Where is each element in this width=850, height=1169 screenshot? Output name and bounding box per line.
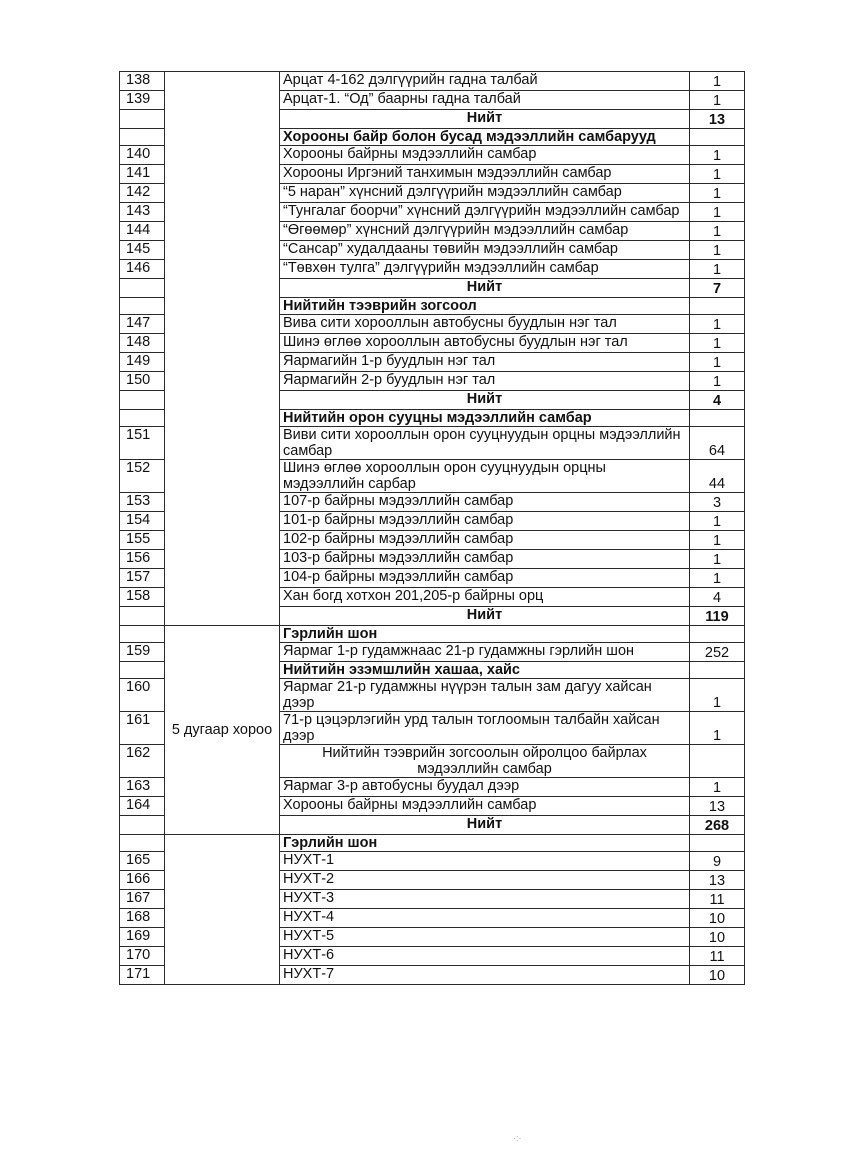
row-number: 139 xyxy=(120,91,165,110)
row-number: 164 xyxy=(120,797,165,816)
section-header: Нийтийн орон сууцны мэдээллийн самбар xyxy=(280,410,690,427)
row-quantity xyxy=(690,410,745,427)
row-quantity: 1 xyxy=(690,334,745,353)
row-description: 104-р байрны мэдээллийн самбар xyxy=(280,569,690,588)
total-label: Нийт xyxy=(280,279,690,298)
row-description: НУХТ-2 xyxy=(280,871,690,890)
row-number: 170 xyxy=(120,947,165,966)
row-quantity: 1 xyxy=(690,241,745,260)
row-number: 154 xyxy=(120,512,165,531)
row-quantity: 1 xyxy=(690,353,745,372)
row-description: Яармаг 21-р гудамжны нүүрэн талын зам дагуу хайсан дээр xyxy=(280,679,690,712)
row-description: НУХТ-5 xyxy=(280,928,690,947)
row-number: 145 xyxy=(120,241,165,260)
row-quantity: 3 xyxy=(690,493,745,512)
scan-artifact: ·:· xyxy=(513,1133,522,1143)
row-quantity: 1 xyxy=(690,184,745,203)
total-value: 7 xyxy=(690,279,745,298)
row-quantity: 10 xyxy=(690,928,745,947)
row-description: Арцат-1. “Од” баарны гадна талбай xyxy=(280,91,690,110)
row-quantity: 1 xyxy=(690,222,745,241)
row-number: 156 xyxy=(120,550,165,569)
row-quantity: 44 xyxy=(690,460,745,493)
row-description: Хан богд хотхон 201,205-р байрны орц xyxy=(280,588,690,607)
row-description: “Сансар” худалдааны төвийн мэдээллийн самбар xyxy=(280,241,690,260)
row-description: НУХТ-4 xyxy=(280,909,690,928)
row-number: 140 xyxy=(120,146,165,165)
row-quantity: 9 xyxy=(690,852,745,871)
row-description: НУХТ-6 xyxy=(280,947,690,966)
row-number: 157 xyxy=(120,569,165,588)
row-number: 138 xyxy=(120,72,165,91)
row-quantity: 4 xyxy=(690,588,745,607)
row-number xyxy=(120,110,165,129)
row-quantity: 1 xyxy=(690,315,745,334)
table-body xyxy=(120,72,745,985)
row-number: 168 xyxy=(120,909,165,928)
section-header: Гэрлийн шон xyxy=(280,835,690,852)
row-description: Яармагийн 1-р буудлын нэг тал xyxy=(280,353,690,372)
row-quantity: 10 xyxy=(690,966,745,985)
row-description: 71-р цэцэрлэгийн урд талын тоглоомын талбайн хайсан дээр xyxy=(280,712,690,745)
row-number: 151 xyxy=(120,427,165,460)
table-row xyxy=(120,72,745,91)
row-number xyxy=(120,410,165,427)
row-number: 167 xyxy=(120,890,165,909)
row-description: Хорооны байрны мэдээллийн самбар xyxy=(280,797,690,816)
khoroo-cell: 5 дугаар хороо xyxy=(165,626,280,835)
row-number: 163 xyxy=(120,778,165,797)
row-quantity: 11 xyxy=(690,947,745,966)
row-description: Яармаг 1-р гудамжнаас 21-р гудамжны гэрлийн шон xyxy=(280,643,690,662)
row-description: Хорооны Иргэний танхимын мэдээллийн самбар xyxy=(280,165,690,184)
row-description: Хорооны байрны мэдээллийн самбар xyxy=(280,146,690,165)
row-number xyxy=(120,391,165,410)
row-number xyxy=(120,816,165,835)
row-quantity: 1 xyxy=(690,569,745,588)
row-description: Виви сити хорооллын орон сууцнуудын орцны мэдээллийн самбар xyxy=(280,427,690,460)
khoroo-cell xyxy=(165,72,280,626)
row-number xyxy=(120,129,165,146)
row-quantity: 1 xyxy=(690,531,745,550)
section-header: Гэрлийн шон xyxy=(280,626,690,643)
row-description: “Өгөөмөр” хүнсний дэлгүүрийн мэдээллийн самбар xyxy=(280,222,690,241)
row-description: “5 наран” хүнсний дэлгүүрийн мэдээллийн самбар xyxy=(280,184,690,203)
khoroo-cell xyxy=(165,835,280,985)
row-number: 166 xyxy=(120,871,165,890)
row-quantity xyxy=(690,298,745,315)
row-quantity: 13 xyxy=(690,797,745,816)
row-number: 142 xyxy=(120,184,165,203)
row-quantity: 13 xyxy=(690,871,745,890)
total-value: 268 xyxy=(690,816,745,835)
row-description: 107-р байрны мэдээллийн самбар xyxy=(280,493,690,512)
row-description: Шинэ өглөө хорооллын орон сууцнуудын орцны мэдээллийн сарбар xyxy=(280,460,690,493)
row-quantity: 1 xyxy=(690,146,745,165)
section-header: Хорооны байр болон бусад мэдээллийн самбарууд xyxy=(280,129,690,146)
row-number: 160 xyxy=(120,679,165,712)
row-description: 102-р байрны мэдээллийн самбар xyxy=(280,531,690,550)
row-quantity xyxy=(690,745,745,778)
row-number: 144 xyxy=(120,222,165,241)
row-number: 153 xyxy=(120,493,165,512)
total-value: 13 xyxy=(690,110,745,129)
row-number: 143 xyxy=(120,203,165,222)
row-description: 101-р байрны мэдээллийн самбар xyxy=(280,512,690,531)
row-number: 171 xyxy=(120,966,165,985)
row-quantity: 252 xyxy=(690,643,745,662)
row-number: 141 xyxy=(120,165,165,184)
row-quantity: 1 xyxy=(690,260,745,279)
row-description: НУХТ-7 xyxy=(280,966,690,985)
row-number: 149 xyxy=(120,353,165,372)
row-number xyxy=(120,607,165,626)
row-number: 147 xyxy=(120,315,165,334)
row-quantity: 1 xyxy=(690,550,745,569)
row-quantity: 1 xyxy=(690,778,745,797)
row-quantity: 1 xyxy=(690,203,745,222)
row-description: “Тунгалаг боорчи” хүнсний дэлгүүрийн мэдээллийн самбар xyxy=(280,203,690,222)
total-value: 4 xyxy=(690,391,745,410)
row-quantity xyxy=(690,129,745,146)
row-number: 161 xyxy=(120,712,165,745)
row-number: 159 xyxy=(120,643,165,662)
section-header: Нийтийн тээврийн зогсоол xyxy=(280,298,690,315)
row-number xyxy=(120,279,165,298)
row-quantity: 1 xyxy=(690,91,745,110)
row-description: Вива сити хорооллын автобусны буудлын нэг тал xyxy=(280,315,690,334)
row-quantity: 1 xyxy=(690,512,745,531)
row-description: 103-р байрны мэдээллийн самбар xyxy=(280,550,690,569)
section-header: Нийтийн эзэмшлийн хашаа, хайс xyxy=(280,662,690,679)
row-description: Яармагийн 2-р буудлын нэг тал xyxy=(280,372,690,391)
row-number: 165 xyxy=(120,852,165,871)
row-number: 169 xyxy=(120,928,165,947)
row-description: Нийтийн тээврийн зогсоолын ойролцоо байрлах мэдээллийн самбар xyxy=(280,745,690,778)
row-description: “Төвхөн тулга” дэлгүүрийн мэдээллийн самбар xyxy=(280,260,690,279)
row-number xyxy=(120,626,165,643)
total-label: Нийт xyxy=(280,110,690,129)
row-quantity: 1 xyxy=(690,72,745,91)
row-quantity: 10 xyxy=(690,909,745,928)
table-row xyxy=(120,835,745,852)
row-description: НУХТ-3 xyxy=(280,890,690,909)
row-number: 146 xyxy=(120,260,165,279)
row-quantity: 64 xyxy=(690,427,745,460)
row-quantity xyxy=(690,626,745,643)
total-label: Нийт xyxy=(280,816,690,835)
row-quantity: 1 xyxy=(690,372,745,391)
row-description: Яармаг 3-р автобусны буудал дээр xyxy=(280,778,690,797)
row-quantity: 1 xyxy=(690,712,745,745)
row-number: 155 xyxy=(120,531,165,550)
row-number xyxy=(120,835,165,852)
row-quantity xyxy=(690,662,745,679)
row-number xyxy=(120,662,165,679)
row-quantity: 1 xyxy=(690,165,745,184)
row-description: Арцат 4-162 дэлгүүрийн гадна талбай xyxy=(280,72,690,91)
row-number xyxy=(120,298,165,315)
row-number: 148 xyxy=(120,334,165,353)
total-label: Нийт xyxy=(280,607,690,626)
row-number: 162 xyxy=(120,745,165,778)
total-label: Нийт xyxy=(280,391,690,410)
row-number: 152 xyxy=(120,460,165,493)
table-row xyxy=(120,626,745,643)
total-value: 119 xyxy=(690,607,745,626)
row-description: Шинэ өглөө хорооллын автобусны буудлын нэг тал xyxy=(280,334,690,353)
signboard-table xyxy=(119,71,745,985)
row-number: 158 xyxy=(120,588,165,607)
row-quantity xyxy=(690,835,745,852)
row-quantity: 1 xyxy=(690,679,745,712)
row-number: 150 xyxy=(120,372,165,391)
row-quantity: 11 xyxy=(690,890,745,909)
row-description: НУХТ-1 xyxy=(280,852,690,871)
